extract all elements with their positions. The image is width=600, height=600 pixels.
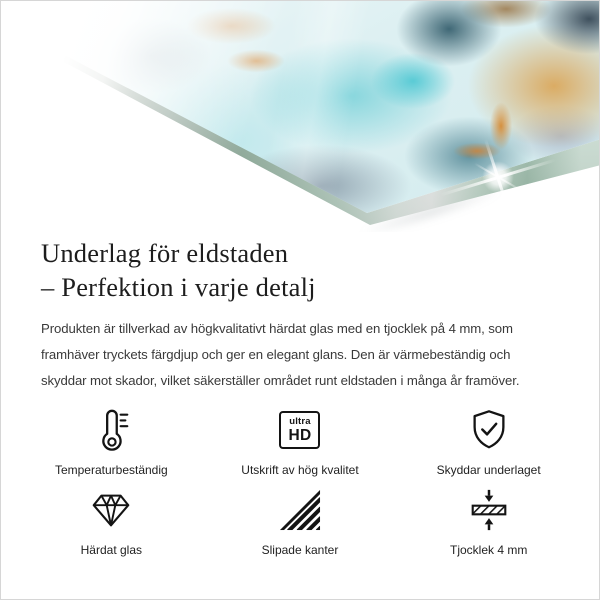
shield-check-icon: [466, 407, 512, 453]
feature-polished-edges: [206, 487, 395, 557]
feature-label: Slipade kanter: [261, 543, 339, 557]
page-title: [41, 236, 559, 304]
product-description: Produkten är tillverkad av högkvalitativt härdat glas med en tjocklek på 4 mm, som framhäver tryckets färgdjup och ger en elegant glans. Den är värmebeständig och skyddar mot skador, vilket säkerställer området runt eldstaden i många år framöver.: [41, 321, 520, 388]
product-image: [1, 1, 599, 232]
feature-label: Tjocklek 4 mm: [449, 543, 528, 557]
diamond-icon: [88, 487, 134, 533]
feature-protection: [394, 407, 583, 477]
feature-tempered-glass: [17, 487, 206, 557]
feature-grid: [17, 407, 583, 557]
thickness-icon: [466, 487, 512, 533]
feature-label: Skyddar underlaget: [436, 463, 541, 477]
page-title-line2: – Perfektion i varje detalj: [41, 272, 316, 302]
ultra-hd-text-bottom: HD: [288, 426, 312, 444]
ultra-hd-text-top: ultra: [289, 416, 311, 427]
polished-edges-icon: [277, 487, 323, 533]
feature-temperature: [17, 407, 206, 477]
page-title-line1: Underlag för eldstaden: [41, 238, 289, 268]
feature-label: Härdat glas: [80, 543, 143, 557]
product-description-section: [1, 232, 599, 557]
feature-label: Temperaturbeständig: [54, 463, 168, 477]
feature-print-quality: [206, 407, 395, 477]
feature-label: Utskrift av hög kvalitet: [241, 463, 359, 477]
thermometer-icon: [88, 407, 134, 453]
feature-thickness: [394, 487, 583, 557]
ultra-hd-icon: [279, 407, 320, 453]
